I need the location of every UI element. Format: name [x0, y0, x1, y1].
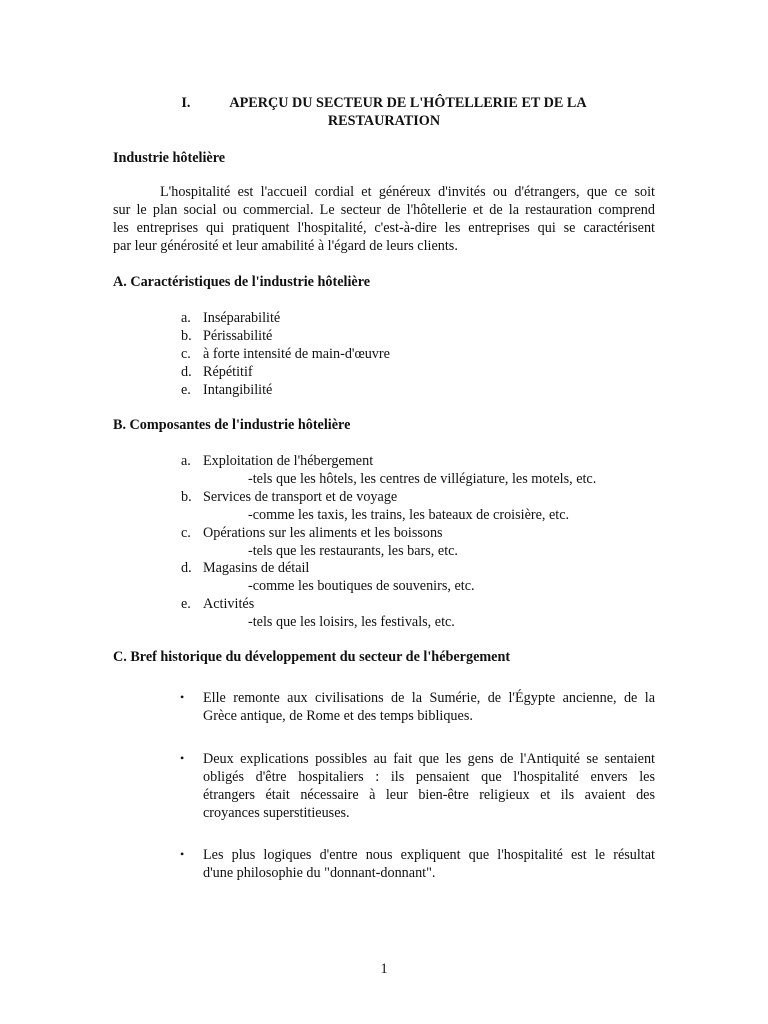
list-item: Inséparabilité — [203, 310, 281, 326]
list-item-detail: -tels que les restaurants, les bars, etc. — [248, 543, 458, 559]
list-letter: c. — [181, 346, 191, 362]
heading-industrie-hoteliere: Industrie hôtelière — [113, 150, 226, 166]
bullet-line: obligés d'être hospitaliers : ils pensaient que l'hospitalité envers les — [203, 769, 655, 785]
intro-paragraph — [113, 183, 655, 255]
document-title-line-1 — [113, 94, 655, 112]
list-item-detail: -tels que les hôtels, les centres de villégiature, les motels, etc. — [248, 471, 597, 487]
list-item-detail: -comme les taxis, les trains, les bateaux de croisière, etc. — [248, 507, 570, 523]
bullet-icon: • — [180, 847, 185, 861]
title-number: I. — [181, 95, 191, 111]
bullet-line: croyances superstitieuses. — [203, 805, 350, 821]
list-item: Services de transport et de voyage — [203, 489, 398, 505]
bullet-line: Grèce antique, de Rome et des temps bibliques. — [203, 708, 473, 724]
intro-line: les entreprises qui pratiquent l'hospitalité, c'est-à-dire les entreprises qui se caractérisent — [113, 220, 655, 236]
bullet-icon: • — [180, 751, 185, 765]
list-item: Magasins de détail — [203, 560, 310, 576]
heading-section-b: B. Composantes de l'industrie hôtelière — [113, 417, 351, 433]
list-item: Répétitif — [203, 364, 253, 380]
intro-line: sur le plan social ou commercial. Le secteur de l'hôtellerie et de la restauration comprend — [113, 202, 655, 218]
list-item: Périssabilité — [203, 328, 273, 344]
title-text-1: APERÇU DU SECTEUR DE L'HÔTELLERIE ET DE LA — [229, 95, 587, 111]
list-letter: d. — [181, 560, 192, 576]
list-item: Intangibilité — [203, 382, 273, 398]
list-item-detail: -tels que les loisirs, les festivals, etc. — [248, 614, 455, 630]
bullet-line: étrangers était nécessaire à leur bien-être religieux et ils avaient des — [203, 787, 655, 803]
bullet-paragraph — [203, 689, 655, 725]
list-letter: e. — [181, 382, 191, 398]
bullet-icon: • — [180, 690, 185, 704]
list-item: Opérations sur les aliments et les boissons — [203, 525, 443, 541]
list-letter: a. — [181, 310, 191, 326]
list-letter: a. — [181, 453, 191, 469]
list-letter: d. — [181, 364, 192, 380]
bullet-line: Deux explications possibles au fait que les gens de l'Antiquité se sentaient — [203, 751, 655, 767]
list-letter: b. — [181, 489, 192, 505]
list-item: Exploitation de l'hébergement — [203, 453, 374, 469]
list-item-detail: -comme les boutiques de souvenirs, etc. — [248, 578, 475, 594]
list-item: à forte intensité de main-d'œuvre — [203, 346, 390, 362]
page-number: 1 — [380, 961, 388, 977]
heading-section-c: C. Bref historique du développement du secteur de l'hébergement — [113, 649, 511, 665]
list-letter: e. — [181, 596, 191, 612]
bullet-line: Elle remonte aux civilisations de la Sumérie, de l'Égypte ancienne, de la — [203, 690, 655, 706]
intro-line: L'hospitalité est l'accueil cordial et généreux d'invités ou d'étrangers, que ce soit — [160, 184, 655, 200]
heading-section-a: A. Caractéristiques de l'industrie hôtelière — [113, 274, 371, 290]
list-letter: c. — [181, 525, 191, 541]
list-letter: b. — [181, 328, 192, 344]
list-item: Activités — [203, 596, 255, 612]
bullet-line: Les plus logiques d'entre nous expliquent que l'hospitalité est le résultat — [203, 847, 655, 863]
document-title-line-2: RESTAURATION — [327, 113, 441, 129]
intro-line: par leur générosité et leur amabilité à l'égard de leurs clients. — [113, 238, 458, 254]
bullet-paragraph — [203, 846, 655, 882]
bullet-line: d'une philosophie du "donnant-donnant". — [203, 865, 436, 881]
bullet-paragraph — [203, 750, 655, 822]
